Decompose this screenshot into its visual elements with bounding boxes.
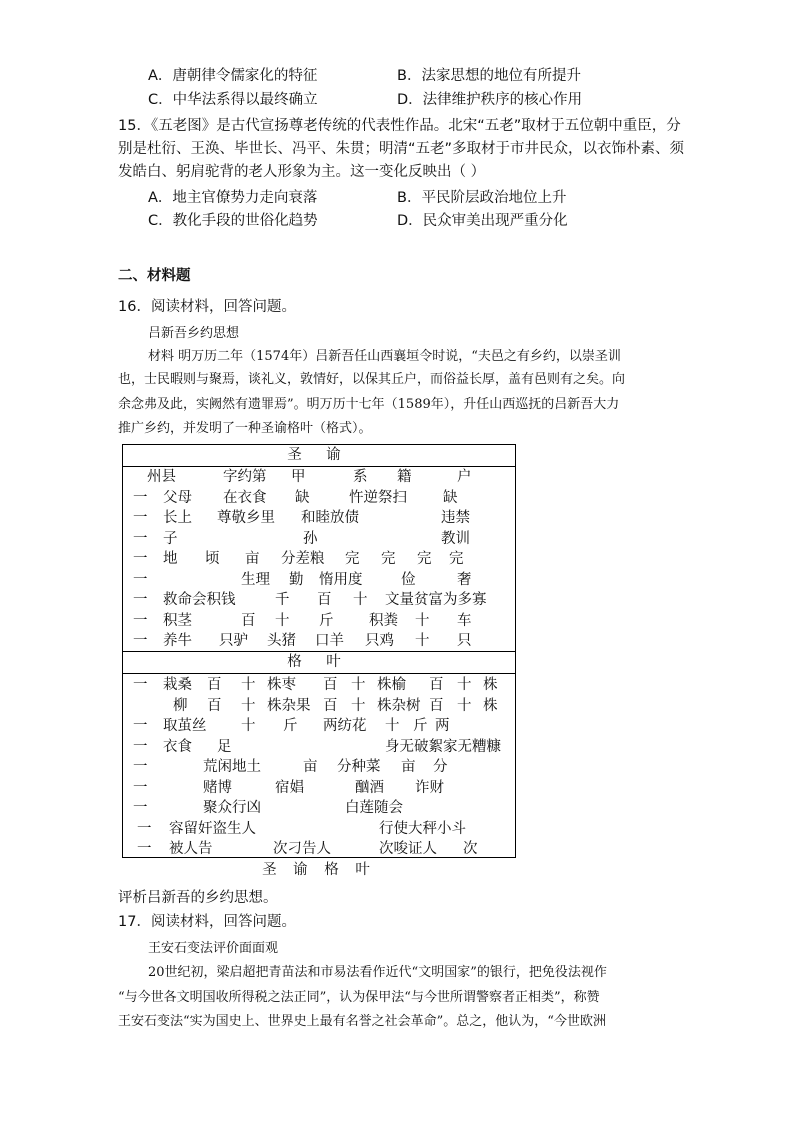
q15-stem-line2: 别是杜衍、王涣、毕世长、冯平、朱贯；明清“五老”多取材于市井民众，以衣饰朴素、须: [118, 141, 685, 157]
form-cell: 十: [457, 677, 472, 693]
form-cell: 忤逆祭扫: [349, 489, 407, 506]
form-cell: 车: [457, 612, 472, 629]
q15-stem-line3: 发皓白、躬肩驼背的老人形象为主。这一变化反映出（ ）: [118, 164, 486, 180]
form-cell: 文量贫富为多寡: [385, 592, 487, 608]
form-cell: 分种菜: [337, 759, 381, 775]
form-row: [123, 529, 515, 549]
form-cell: 赌博: [203, 779, 232, 796]
form-cell: 在衣食: [223, 489, 267, 506]
form-cell: 取茧丝: [163, 718, 207, 734]
form-cell: 一: [133, 489, 148, 506]
q15-option-a: A．地主官僚势力走向衰落: [148, 190, 318, 206]
form-cell: 长上: [163, 510, 192, 526]
form-cell: 百: [207, 677, 222, 693]
form-cell: 完: [381, 551, 396, 567]
form-cell: 百: [241, 612, 256, 629]
form-cell: 一: [133, 677, 148, 693]
form-cell: 违禁: [441, 510, 470, 526]
form-cell: 一: [133, 530, 148, 547]
form-cell: 十: [415, 612, 430, 629]
form-cell: 百: [207, 697, 222, 714]
form-cell: 百: [429, 677, 444, 693]
form-cell: 荒闲地土: [203, 759, 261, 775]
form-cell: 地: [163, 551, 178, 567]
q16-question: 评析吕新吾的乡约思想。: [118, 890, 278, 906]
shengyu-geye-form: [122, 444, 516, 858]
form-cell: 一: [133, 551, 148, 567]
form-cell: 斤: [283, 718, 298, 734]
form-caption: 圣 谕 格 叶: [262, 862, 376, 878]
form-cell: 只驴: [219, 633, 248, 649]
form-cell: 惰用度: [319, 571, 363, 588]
form-cell: 百: [323, 677, 338, 693]
form-cell: 积茎: [163, 612, 192, 629]
form-row: [123, 716, 515, 736]
form-cell: 孙: [303, 530, 318, 547]
form-cell: 斤: [319, 612, 334, 629]
form-cell: 株杂树: [377, 697, 421, 714]
form-cell: 缺: [443, 489, 458, 506]
q17-material-title: 王安石变法评价面面观: [148, 941, 279, 956]
q14-option-a: A．唐朝律令儒家化的特征: [148, 68, 318, 84]
form-cell: 一: [133, 800, 148, 816]
form-cell: 一: [133, 738, 148, 755]
form-cell: 被人告: [169, 841, 213, 857]
form-cell: 白莲随会: [345, 800, 403, 816]
form-cell: 系: [353, 469, 368, 485]
form-cell: 行使大秤小斗: [379, 820, 466, 837]
form-cell: 只: [457, 633, 472, 649]
form-cell: 百: [429, 697, 444, 714]
form-cell: 容留奸盗生人: [169, 820, 256, 837]
form-cell: 十: [241, 718, 256, 734]
form-cell: 宿娼: [275, 779, 304, 796]
form-cell: 十: [241, 697, 256, 714]
form-title-geye: 格 叶: [287, 654, 351, 670]
form-row: [123, 488, 515, 508]
form-cell: 顷: [205, 551, 220, 567]
form-cell: 十: [457, 697, 472, 714]
form-cell: 株枣: [267, 677, 296, 693]
form-cell: 生理: [241, 571, 270, 588]
form-cell: 头猪: [267, 633, 296, 649]
form-cell: 教训: [441, 530, 470, 547]
q16-material-line: 也，士民暇则与聚焉，谈礼义，敦情好，以保其丘户，而俗益长厚，盖有邑则有之矣。向: [118, 372, 626, 387]
form-cell: 缺: [295, 489, 310, 506]
form-cell: 衣食: [163, 738, 192, 755]
form-row: [123, 611, 515, 631]
form-cell: 株: [483, 677, 498, 693]
form-cell: 斤: [413, 718, 428, 734]
form-cell: 分: [433, 759, 448, 775]
form-cell: 口羊: [315, 633, 344, 649]
form-cell: 子: [163, 530, 178, 547]
form-cell: 百: [317, 592, 332, 608]
form-cell: 一: [137, 841, 152, 857]
q15-option-b: B．平民阶层政治地位上升: [397, 190, 567, 206]
form-row: [123, 778, 515, 798]
form-row: [123, 467, 515, 487]
q17-prompt: 17．阅读材料，回答问题。: [118, 914, 296, 930]
form-cell: 俭: [401, 571, 416, 588]
form-cell: 勤: [289, 571, 304, 588]
form-divider: [123, 673, 515, 674]
form-cell: 州县: [147, 469, 176, 485]
form-cell: 一: [133, 571, 148, 588]
form-cell: 一: [133, 633, 148, 649]
form-row: [123, 839, 515, 859]
form-row: [123, 696, 515, 716]
q15-stem-line1: 15．《五老图》是古代宣扬尊老传统的代表性作品。北宋“五老”取材于五位朝中重臣，分: [118, 118, 681, 134]
form-cell: 十: [385, 718, 400, 734]
q15-option-d: D．民众审美出现严重分化: [397, 213, 568, 229]
form-cell: 一: [133, 718, 148, 734]
form-cell: 聚众行凶: [203, 800, 261, 816]
form-cell: 株: [483, 697, 498, 714]
form-cell: 一: [133, 759, 148, 775]
q17-material-line: 20世纪初，梁启超把青苗法和市易法看作近代“文明国家”的银行，把免役法视作: [148, 965, 607, 980]
form-row: [123, 819, 515, 839]
form-title-shengyu: 圣 谕: [287, 447, 351, 463]
form-cell: 尊敬乡里: [217, 510, 275, 526]
form-cell: 救命会积钱: [163, 592, 236, 608]
form-cell: 十: [351, 697, 366, 714]
form-cell: 一: [133, 592, 148, 608]
form-cell: 一: [133, 779, 148, 796]
form-cell: 完: [345, 551, 360, 567]
form-row: [123, 737, 515, 757]
form-cell: 一: [133, 612, 148, 629]
form-cell: 十: [275, 612, 290, 629]
form-row: [123, 757, 515, 777]
form-cell: 酗酒: [355, 779, 384, 796]
form-row: [123, 675, 515, 695]
form-cell: 完: [449, 551, 464, 567]
form-cell: 栽桑: [163, 677, 192, 693]
form-cell: 积粪: [369, 612, 398, 629]
form-cell: 柳: [173, 697, 188, 714]
q16-material-line: 余念弗及此，实阙然有遗罪焉”。明万历十七年（1589年），升任山西巡抚的吕新吾大力: [118, 397, 620, 412]
form-cell: 一: [133, 510, 148, 526]
form-cell: 足: [217, 738, 232, 755]
form-cell: 字约第: [223, 469, 267, 485]
q16-material-title: 吕新吾乡约思想: [148, 326, 240, 341]
form-cell: 完: [417, 551, 432, 567]
form-cell: 株榆: [377, 677, 406, 693]
q16-prompt: 16．阅读材料，回答问题。: [118, 299, 296, 315]
q17-material-line: 王安石变法“实为国史上、世界史上最有名誉之社会革命”。总之，他认为，“今世欧洲: [118, 1014, 606, 1029]
form-cell: 奢: [457, 571, 472, 588]
q17-material-line: “与今世各文明国收所得税之法正同”，认为保甲法“与今世所谓警察者正相类”，称赞: [118, 990, 600, 1005]
q14-option-b: B．法家思想的地位有所提升: [397, 68, 581, 84]
form-cell: 亩: [401, 759, 416, 775]
form-row: [123, 570, 515, 590]
form-row: [123, 631, 515, 651]
form-cell: 亩: [303, 759, 318, 775]
form-cell: 株杂果: [267, 697, 311, 714]
form-cell: 身无破絮家无糟糠: [385, 738, 501, 755]
form-cell: 户: [457, 469, 472, 485]
form-cell: 只鸡: [365, 633, 394, 649]
form-cell: 次: [463, 841, 478, 857]
form-cell: 十: [241, 677, 256, 693]
q16-material-line: 材料 明万历二年（1574年）吕新吾任山西襄垣令时说，“夫邑之有乡约，以崇圣训: [148, 349, 621, 364]
form-cell: 千: [275, 592, 290, 608]
form-cell: 次刁告人: [273, 841, 331, 857]
q15-option-c: C．教化手段的世俗化趋势: [148, 213, 318, 229]
form-cell: 父母: [163, 489, 192, 506]
form-row: [123, 549, 515, 569]
form-cell: 诈财: [415, 779, 444, 796]
form-row: [123, 798, 515, 818]
form-cell: 次唆证人: [379, 841, 437, 857]
form-row: [123, 590, 515, 610]
form-cell: 分差粮: [281, 551, 325, 567]
form-cell: 百: [323, 697, 338, 714]
q14-option-d: D．法律维护秩序的核心作用: [397, 92, 583, 108]
form-cell: 养牛: [163, 633, 192, 649]
form-cell: 一: [137, 820, 152, 837]
form-cell: 籍: [397, 469, 412, 485]
form-cell: 十: [353, 592, 368, 608]
q16-material-line: 推广乡约，并发明了一种圣谕格叶（格式）。: [118, 421, 372, 436]
form-cell: 两纺花: [323, 718, 367, 734]
form-cell: 甲: [291, 469, 306, 485]
form-cell: 两: [435, 718, 450, 734]
section-heading: 二、材料题: [118, 268, 191, 284]
form-row: [123, 508, 515, 528]
form-cell: 和睦放债: [301, 510, 359, 526]
form-cell: 亩: [245, 551, 260, 567]
q14-option-c: C．中华法系得以最终确立: [148, 92, 318, 108]
form-cell: 十: [415, 633, 430, 649]
form-cell: 十: [351, 677, 366, 693]
